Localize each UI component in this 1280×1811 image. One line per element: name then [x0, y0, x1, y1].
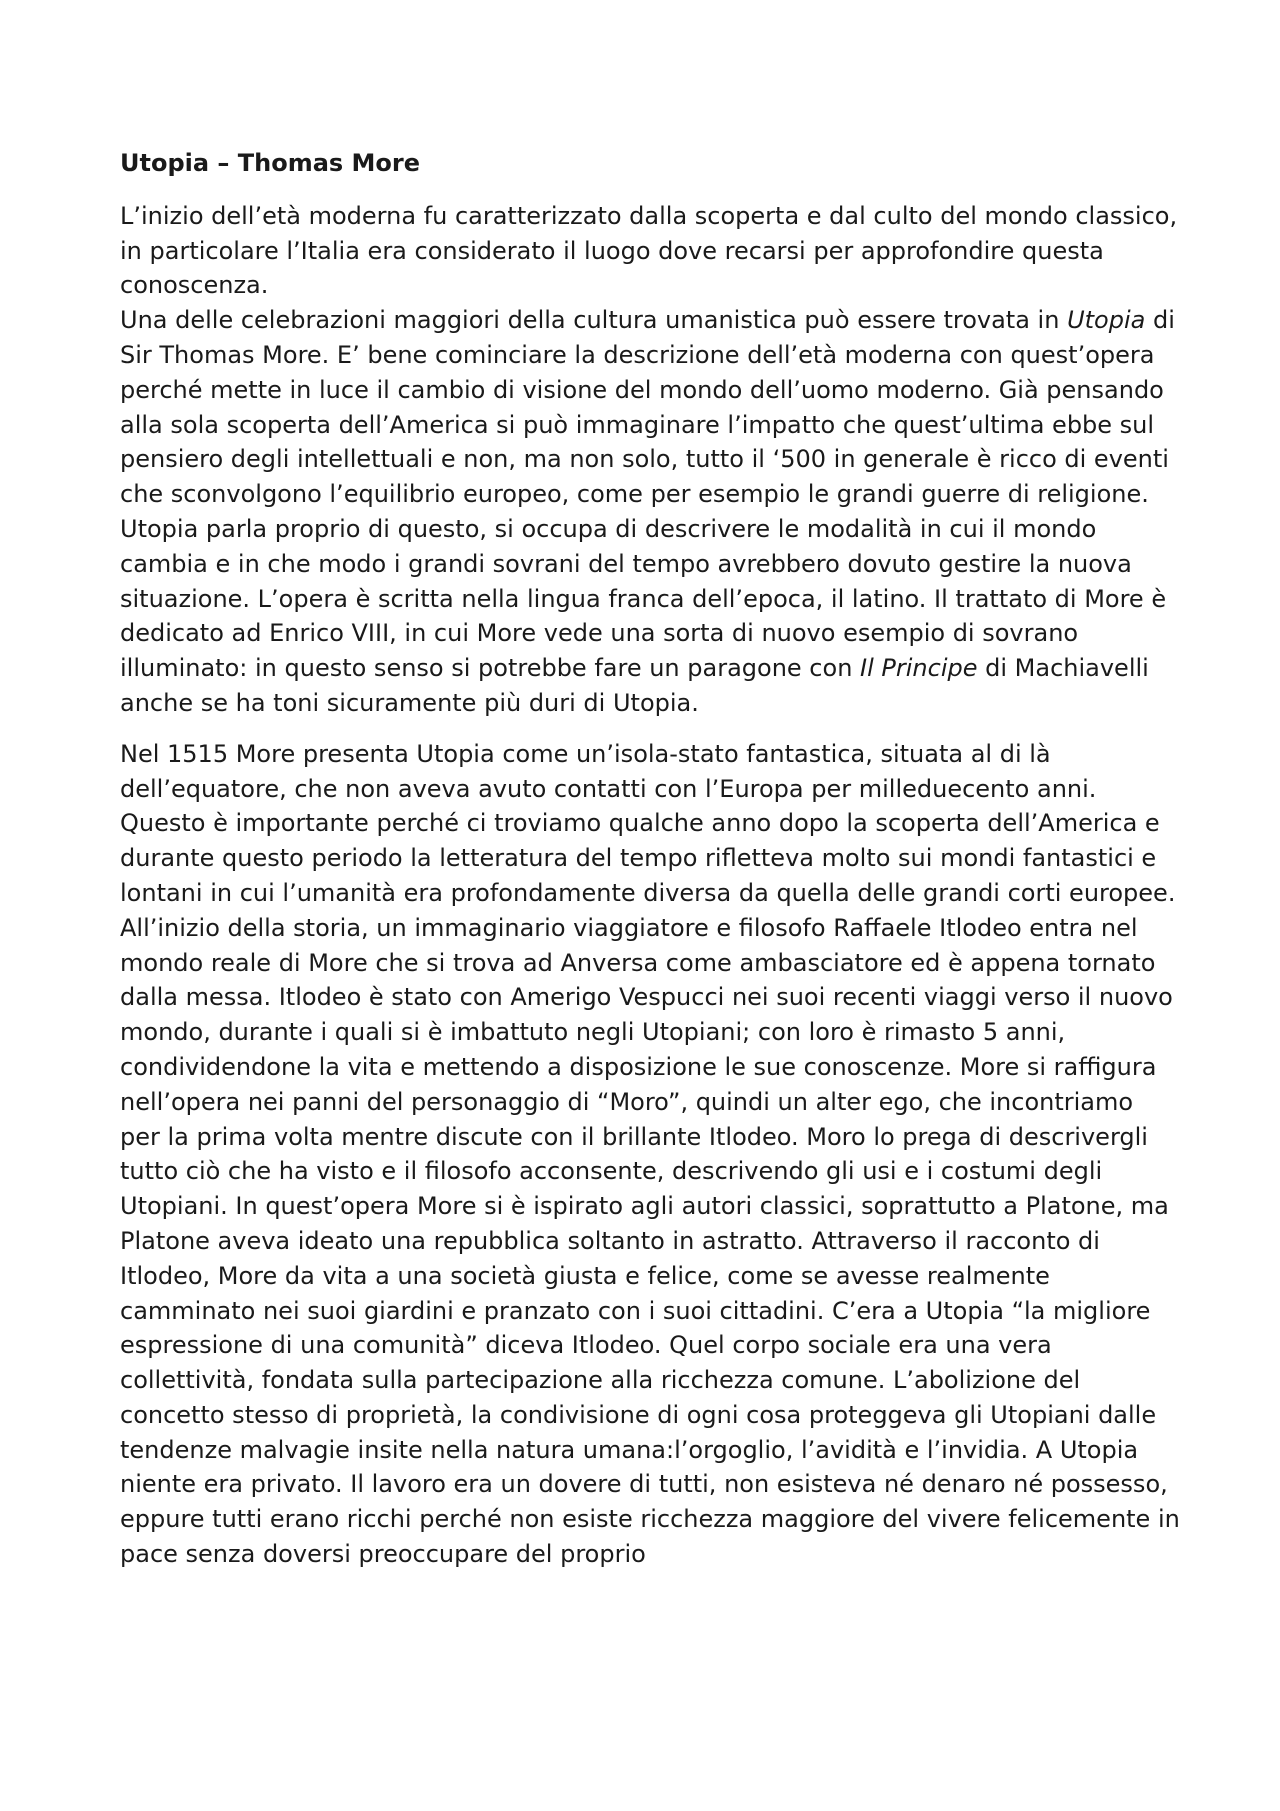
- italic-title-il-principe: Il Principe: [860, 654, 978, 683]
- paragraph-text: Nel 1515 More presenta Utopia come un’isola-stato fantastica, situata al di là dell’equatore, che non aveva avuto contatti con l’Europa per milleduecento anni. Questo è importante perché ci troviamo qualche anno dopo la scoperta dell’America e durante questo periodo la letteratura del tempo rifletteva molto sui mondi fantastici e lontani in cui l’umanità era profondamente diversa da quella delle grandi corti europee. All’inizio della storia, un immaginario viaggiatore e filosofo Raffaele Itlodeo entra nel mondo reale di More che si trova ad Anversa come ambasciatore ed è appena tornato dalla messa. Itlodeo è stato con Amerigo Vespucci nei suoi recenti viaggi verso il nuovo mondo, durante i quali si è imbattuto negli Utopiani; con loro è rimasto 5 anni, condividendone la vita e mettendo a disposizione le sue conoscenze. More si raffigura nell’opera nei panni del personaggio di “Moro”, quindi un alter ego, che incontriamo per la prima volta mentre discute con il brillante Itlodeo. Moro lo prega di descrivergli tutto ciò che ha visto e il filosofo acconsente, descrivendo gli usi e i costumi degli Utopiani. In quest’opera More si è ispirato agli autori classici, soprattutto a Platone, ma Platone aveva ideato una repubblica soltanto in astratto. Attraverso il racconto di Itlodeo, More da vita a una società giusta e felice, come se avesse realmente camminato nei suoi giardini e pranzato con i suoi cittadini. C’era a Utopia “la migliore espressione di una comunità” diceva Itlodeo. Quel corpo sociale era una vera collettività, fondata sulla partecipazione alla ricchezza comune. L’abolizione del concetto stesso di proprietà, la condivisione di ogni cosa proteggeva gli Utopiani dalle tendenze malvagie insite nella natura umana:l’orgoglio, l’avidità e l’invidia. A Utopia niente era privato. Il lavoro era un dovere di tutti, non esisteva né denaro né possesso, eppure tutti erano ricchi perché non esiste ricchezza maggiore del vivere felicemente in pace senza doversi preoccupare del proprio: [120, 739, 1180, 1569]
- paragraph-text: Una delle celebrazioni maggiori della cultura umanistica può essere trovata in: [120, 306, 1068, 335]
- paragraph-utopia-overview: [120, 303, 1180, 721]
- document-page: [120, 146, 1180, 1572]
- paragraph-utopia-story: [120, 737, 1180, 1572]
- paragraph-text: di Sir Thomas More. E’ bene cominciare la descrizione dell’età moderna con quest’opera perché mette in luce il cambio di visione del mondo dell’uomo moderno. Già pensando alla sola scoperta dell’America si può immaginare l’impatto che quest’ultima ebbe sul pensiero degli intellettuali e non, ma non solo, tutto il ‘500 in generale è ricco di eventi che sconvolgono l’equilibrio europeo, come per esempio le grandi guerre di religione. Utopia parla proprio di questo, si occupa di descrivere le modalità in cui il mondo cambia e in che modo i grandi sovrani del tempo avrebbero dovuto gestire la nuova situazione. L’opera è scritta nella lingua franca dell’epoca, il latino. Il trattato di More è dedicato ad Enrico VIII, in cui More vede una sorta di nuovo esempio di sovrano illuminato: in questo senso si potrebbe fare un paragone con: [120, 306, 1175, 683]
- document-title: Utopia – Thomas More: [120, 149, 421, 177]
- paragraph-text: L’inizio dell’età moderna fu caratterizzato dalla scoperta e dal culto del mondo classico, in particolare l’Italia era considerato il luogo dove recarsi per approfondire questa conoscenza.: [120, 201, 1178, 300]
- italic-title-utopia: Utopia: [1067, 306, 1146, 335]
- paragraph-text: di Machiavelli anche se ha toni sicuramente più duri di Utopia.: [120, 654, 1149, 717]
- paragraph-intro: [120, 199, 1180, 303]
